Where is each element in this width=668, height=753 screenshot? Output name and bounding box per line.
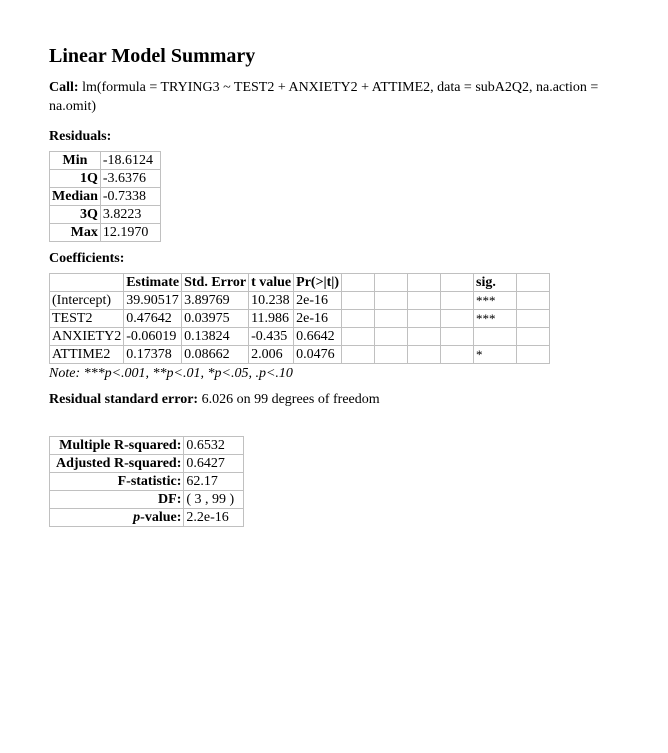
significance-note [49, 365, 649, 383]
empty-cell [441, 346, 474, 364]
table-row [50, 473, 244, 491]
table-row [50, 170, 161, 188]
coef-estimate: 0.17378 [124, 346, 182, 364]
coef-name: TEST2 [50, 310, 124, 328]
fit-label-italic: p [133, 510, 141, 525]
coef-estimate: 0.47642 [124, 310, 182, 328]
fit-value: ( 3 , 99 ) [184, 491, 244, 509]
call-text: lm(formula = TRYING3 ~ TEST2 + ANXIETY2 + ATTIME2, data = subA2Q2, na.action = na.omit) [49, 80, 599, 114]
coefficients-heading: Coefficients: [49, 251, 125, 266]
coef-t-value: 11.986 [249, 310, 294, 328]
column-header: Pr(>|t|) [294, 274, 342, 292]
empty-cell [375, 274, 408, 292]
page-title: Linear Model Summary [49, 45, 256, 67]
empty-cell [375, 292, 408, 310]
empty-cell [342, 274, 375, 292]
corner-cell [50, 274, 124, 292]
rse-label: Residual standard error: [49, 392, 199, 407]
empty-cell [408, 274, 441, 292]
table-row [50, 152, 161, 170]
coef-sig: *** [474, 310, 517, 328]
empty-cell [375, 346, 408, 364]
residuals-heading: Residuals: [49, 129, 112, 144]
fit-label: -value: [140, 510, 182, 525]
residual-label: 3Q [50, 206, 101, 224]
table-row [50, 437, 244, 455]
call-line [49, 78, 609, 116]
coef-sig: * [474, 346, 517, 364]
model-fit-table [49, 436, 244, 527]
fit-value: 0.6532 [184, 437, 244, 455]
fit-label: Multiple R-squared: [50, 437, 184, 455]
empty-cell [517, 328, 550, 346]
coefficients-table [49, 273, 550, 364]
empty-cell [342, 310, 375, 328]
empty-cell [517, 274, 550, 292]
coef-name: ATTIME2 [50, 346, 124, 364]
residual-value: -18.6124 [100, 152, 160, 170]
residuals-table [49, 151, 161, 242]
coef-std-error: 3.89769 [182, 292, 249, 310]
coef-p-value: 0.0476 [294, 346, 342, 364]
model-summary-page [49, 44, 649, 527]
residual-label: Max [50, 224, 101, 242]
empty-cell [408, 292, 441, 310]
empty-cell [375, 328, 408, 346]
residual-label: Median [50, 188, 101, 206]
coef-std-error: 0.03975 [182, 310, 249, 328]
table-row [50, 328, 550, 346]
empty-cell [441, 274, 474, 292]
coef-name: ANXIETY2 [50, 328, 124, 346]
column-header: t value [249, 274, 294, 292]
coef-sig: *** [474, 292, 517, 310]
table-row [50, 206, 161, 224]
empty-cell [517, 310, 550, 328]
residual-value: 3.8223 [100, 206, 160, 224]
empty-cell [441, 310, 474, 328]
coef-p-value: 0.6642 [294, 328, 342, 346]
residual-value: -3.6376 [100, 170, 160, 188]
fit-value: 2.2e-16 [184, 509, 244, 527]
note-text: ***p<.001, **p<.01, *p<.05, .p<.10 [80, 366, 293, 381]
table-header-row [50, 274, 550, 292]
rse-text: 6.026 on 99 degrees of freedom [198, 392, 380, 407]
coef-t-value: 10.238 [249, 292, 294, 310]
coef-t-value: -0.435 [249, 328, 294, 346]
coef-t-value: 2.006 [249, 346, 294, 364]
column-header: Estimate [124, 274, 182, 292]
empty-cell [342, 346, 375, 364]
call-label: Call: [49, 80, 79, 95]
table-row [50, 310, 550, 328]
fit-value: 62.17 [184, 473, 244, 491]
residual-standard-error [49, 391, 649, 409]
empty-cell [408, 328, 441, 346]
coef-p-value: 2e-16 [294, 310, 342, 328]
table-row [50, 346, 550, 364]
empty-cell [517, 346, 550, 364]
column-header: sig. [474, 274, 517, 292]
table-row [50, 188, 161, 206]
empty-cell [408, 310, 441, 328]
residual-label: 1Q [50, 170, 101, 188]
table-row [50, 455, 244, 473]
residual-value: -0.7338 [100, 188, 160, 206]
fit-value: 0.6427 [184, 455, 244, 473]
coef-estimate: 39.90517 [124, 292, 182, 310]
empty-cell [517, 292, 550, 310]
column-header: Std. Error [182, 274, 249, 292]
empty-cell [342, 328, 375, 346]
table-row [50, 509, 244, 527]
coef-name: (Intercept) [50, 292, 124, 310]
coef-sig [474, 328, 517, 346]
fit-label: DF: [50, 491, 184, 509]
table-row [50, 224, 161, 242]
fit-label: Adjusted R-squared: [50, 455, 184, 473]
fit-label-p-value [50, 509, 184, 527]
empty-cell [441, 292, 474, 310]
table-row [50, 292, 550, 310]
empty-cell [342, 292, 375, 310]
residual-label: Min [50, 152, 101, 170]
coef-std-error: 0.08662 [182, 346, 249, 364]
note-label: Note: [49, 366, 81, 381]
residual-value: 12.1970 [100, 224, 160, 242]
empty-cell [408, 346, 441, 364]
coef-p-value: 2e-16 [294, 292, 342, 310]
empty-cell [375, 310, 408, 328]
coef-std-error: 0.13824 [182, 328, 249, 346]
empty-cell [441, 328, 474, 346]
table-row [50, 491, 244, 509]
fit-label: F-statistic: [50, 473, 184, 491]
coef-estimate: -0.06019 [124, 328, 182, 346]
